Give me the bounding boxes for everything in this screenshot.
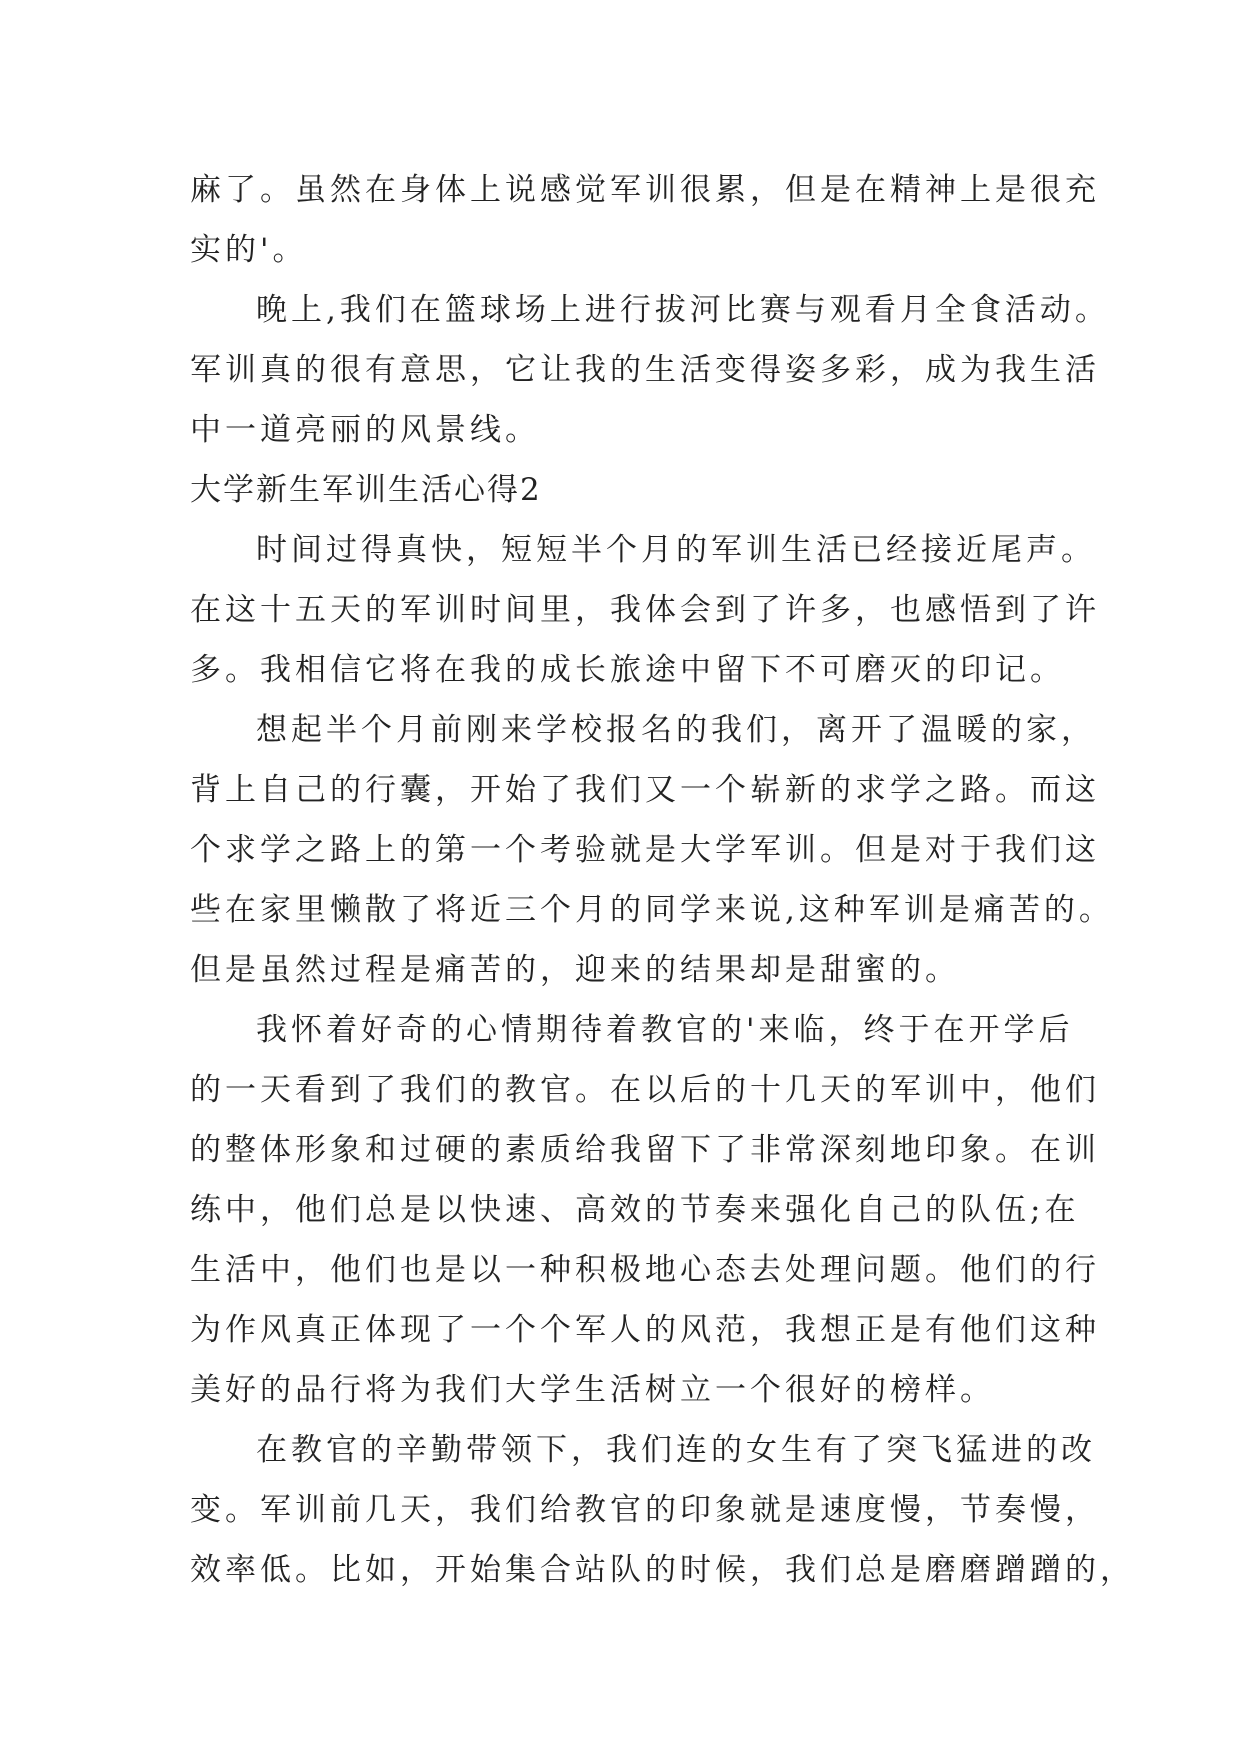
text-line: 实的'。 bbox=[190, 232, 308, 268]
text-line: 背上自己的行囊，开始了我们又一个崭新的求学之路。而这 bbox=[190, 772, 1100, 808]
text-line: 麻了。虽然在身体上说感觉军训很累，但是在精神上是很充 bbox=[190, 172, 1100, 208]
text-line: 的整体形象和过硬的素质给我留下了非常深刻地印象。在训 bbox=[190, 1132, 1100, 1168]
paragraph-continuation bbox=[190, 160, 1100, 280]
text-line: 时间过得真快，短短半个月的军训生活已经接近尾声。 bbox=[256, 532, 1096, 568]
text-line: 效率低。比如，开始集合站队的时候，我们总是磨磨蹭蹭的， bbox=[190, 1552, 1135, 1588]
text-line: 美好的品行将为我们大学生活树立一个很好的榜样。 bbox=[190, 1372, 995, 1408]
text-line: 练中，他们总是以快速、高效的节奏来强化自己的队伍;在 bbox=[190, 1192, 1080, 1228]
paragraph-3 bbox=[190, 1000, 1100, 1420]
section-heading: 大学新生军训生活心得2 bbox=[190, 472, 542, 508]
paragraph-evening bbox=[190, 280, 1110, 460]
text-line: 想起半个月前刚来学校报名的我们，离开了温暖的家， bbox=[256, 712, 1096, 748]
text-line: 在教官的辛勤带领下，我们连的女生有了突飞猛进的改 bbox=[256, 1432, 1096, 1468]
document-body bbox=[190, 160, 1135, 1600]
paragraph-2 bbox=[190, 700, 1114, 1000]
paragraph-4 bbox=[190, 1420, 1135, 1600]
text-line: 变。军训前几天，我们给教官的印象就是速度慢，节奏慢， bbox=[190, 1492, 1100, 1528]
text-line: 个求学之路上的第一个考验就是大学军训。但是对于我们这 bbox=[190, 832, 1100, 868]
text-line: 多。我相信它将在我的成长旅途中留下不可磨灭的印记。 bbox=[190, 652, 1065, 688]
text-line: 但是虽然过程是痛苦的，迎来的结果却是甜蜜的。 bbox=[190, 952, 960, 988]
text-line: 我怀着好奇的心情期待着教官的'来临，终于在开学后 bbox=[256, 1012, 1074, 1048]
text-line: 的一天看到了我们的教官。在以后的十几天的军训中，他们 bbox=[190, 1072, 1100, 1108]
text-line: 生活中，他们也是以一种积极地心态去处理问题。他们的行 bbox=[190, 1252, 1100, 1288]
text-line: 为作风真正体现了一个个军人的风范，我想正是有他们这种 bbox=[190, 1312, 1100, 1348]
text-line: 些在家里懒散了将近三个月的同学来说,这种军训是痛苦的。 bbox=[190, 892, 1114, 928]
text-line: 在这十五天的军训时间里，我体会到了许多，也感悟到了许 bbox=[190, 592, 1100, 628]
paragraph-1 bbox=[190, 520, 1100, 700]
text-line: 军训真的很有意思，它让我的生活变得姿多彩，成为我生活 bbox=[190, 352, 1100, 388]
text-line: 晚上,我们在篮球场上进行拔河比赛与观看月全食活动。 bbox=[256, 292, 1110, 328]
text-line: 中一道亮丽的风景线。 bbox=[190, 412, 540, 448]
